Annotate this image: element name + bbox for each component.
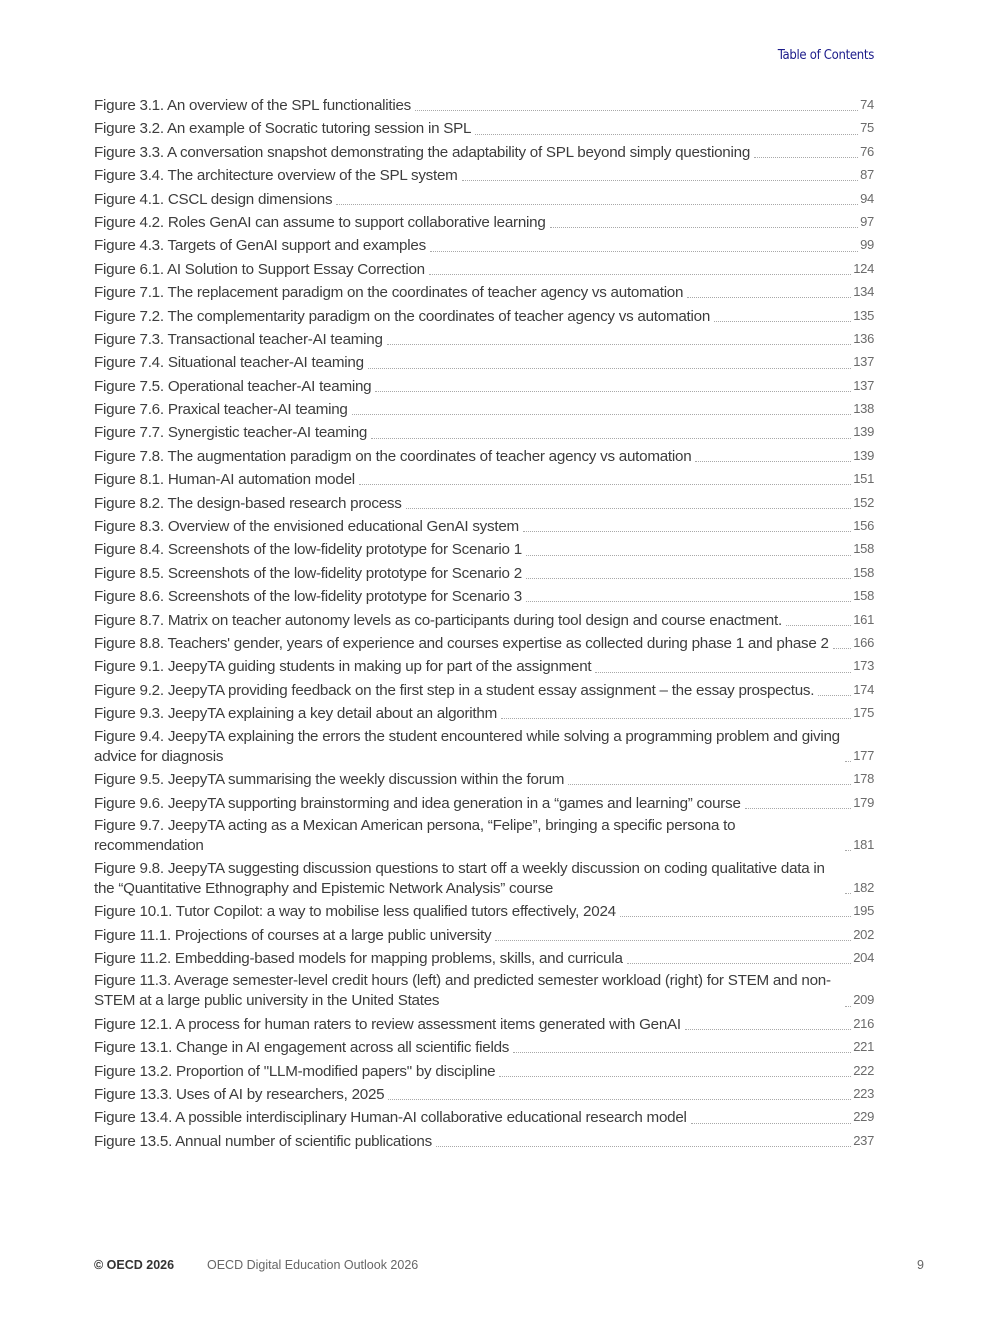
toc-entry-page-number[interactable]: 139 [853, 424, 874, 440]
toc-entry-title[interactable]: Figure 7.4. Situational teacher-AI teaming [94, 354, 364, 372]
toc-entry-page-number[interactable]: 99 [860, 237, 874, 253]
toc-entry[interactable] [94, 793, 874, 814]
toc-entry-title[interactable]: Figure 11.3. Average semester-level credit hours (left) and predicted semester workload (right) for STEM and non-STEM at a large public university in the United States [94, 972, 831, 1010]
dot-leader [833, 647, 851, 649]
toc-entry[interactable] [94, 493, 874, 514]
dot-leader [845, 892, 851, 894]
toc-entry[interactable] [94, 118, 874, 139]
toc-entry-title[interactable]: Figure 9.6. JeepyTA supporting brainstorming and idea generation in a “games and learning” course [94, 794, 741, 812]
toc-entry[interactable] [94, 769, 874, 790]
toc-entry-title[interactable]: Figure 8.5. Screenshots of the low-fidelity prototype for Scenario 2 [94, 564, 522, 582]
toc-entry-page-number[interactable]: 158 [853, 541, 874, 557]
toc-entry[interactable] [94, 539, 874, 560]
dot-leader [745, 807, 852, 809]
toc-entry-page-number[interactable]: 151 [853, 471, 874, 487]
toc-entry[interactable] [94, 306, 874, 327]
toc-entry-title[interactable]: Figure 13.2. Proportion of "LLM-modified papers" by discipline [94, 1062, 496, 1080]
toc-entry-title[interactable]: Figure 11.1. Projections of courses at a large public university [94, 926, 492, 944]
toc-entry[interactable] [94, 1014, 874, 1035]
toc-entry-title[interactable]: Figure 8.2. The design-based research process [94, 494, 402, 512]
toc-entry-page-number[interactable]: 134 [853, 284, 874, 300]
dot-leader [550, 226, 859, 228]
toc-entry-page-number[interactable]: 195 [853, 903, 874, 919]
dot-leader [595, 671, 851, 673]
dot-leader [475, 133, 858, 135]
toc-entry[interactable] [94, 446, 874, 467]
toc-entry-page-number[interactable]: 152 [853, 494, 874, 510]
toc-entry-title[interactable]: Figure 9.4. JeepyTA explaining the errors the student encountered while solving a programming problem and giving advice for diagnosis [94, 727, 840, 765]
toc-entry-page-number[interactable]: 175 [853, 705, 874, 721]
toc-entry-title[interactable]: Figure 10.1. Tutor Copilot: a way to mobilise less qualified tutors effectively, 2024 [94, 903, 616, 921]
toc-entry-title[interactable]: Figure 7.3. Transactional teacher-AI teaming [94, 330, 383, 348]
toc-entry[interactable] [94, 563, 874, 584]
toc-entry[interactable] [94, 859, 874, 899]
toc-entry-title[interactable]: Figure 9.8. JeepyTA suggesting discussion questions to start off a weekly discussion on coding qualitative data in the “Quantitative Ethnography and Epistemic Network Analysis” course [94, 859, 825, 897]
dot-leader [375, 390, 851, 392]
dot-leader [336, 203, 858, 205]
dot-leader [499, 1075, 851, 1077]
toc-entry-page-number[interactable]: 174 [853, 681, 874, 697]
dot-leader [754, 156, 858, 158]
dot-leader [845, 760, 851, 762]
toc-entry-page-number[interactable]: 87 [860, 167, 874, 183]
toc-entry-page-number[interactable]: 237 [853, 1132, 874, 1148]
toc-entry-title[interactable]: Figure 7.5. Operational teacher-AI teaming [94, 377, 372, 395]
toc-entry-title[interactable]: Figure 9.7. JeepyTA acting as a Mexican American persona, “Felipe”, bringing a specific persona to recommendation [94, 816, 736, 855]
dot-leader [371, 437, 851, 439]
toc-entry-title[interactable]: Figure 6.1. AI Solution to Support Essay Correction [94, 260, 425, 278]
list-of-figures [94, 95, 874, 1154]
toc-entry[interactable] [94, 633, 874, 654]
toc-entry[interactable] [94, 235, 874, 256]
dot-leader [627, 962, 852, 964]
toc-entry[interactable] [94, 901, 874, 922]
dot-leader [845, 849, 851, 851]
toc-entry[interactable] [94, 212, 874, 233]
toc-entry-title[interactable]: Figure 4.3. Targets of GenAI support and examples [94, 237, 426, 255]
toc-entry-title[interactable]: Figure 13.4. A possible interdisciplinary Human-AI collaborative educational research model [94, 1109, 687, 1127]
toc-entry-title[interactable]: Figure 9.3. JeepyTA explaining a key detail about an algorithm [94, 705, 497, 723]
toc-entry-page-number[interactable]: 204 [853, 949, 874, 965]
toc-entry-page-number[interactable]: 178 [853, 771, 874, 787]
toc-entry[interactable] [94, 586, 874, 607]
toc-entry-title[interactable]: Figure 3.1. An overview of the SPL functionalities [94, 97, 412, 114]
toc-entry-page-number[interactable]: 97 [860, 213, 874, 229]
toc-entry-title[interactable]: Figure 9.1. JeepyTA guiding students in making up for part of the assignment [94, 658, 592, 676]
footer-publication-title: OECD Digital Education Outlook 2026 [207, 1258, 419, 1272]
toc-entry[interactable] [94, 1084, 874, 1105]
toc-entry-title[interactable]: Figure 7.7. Synergistic teacher-AI teaming [94, 424, 368, 442]
toc-entry-title[interactable]: Figure 7.2. The complementarity paradigm on the coordinates of teacher agency vs automation [94, 307, 711, 325]
toc-entry-title[interactable]: Figure 13.5. Annual number of scientific publications [94, 1132, 432, 1150]
toc-entry-page-number[interactable]: 138 [853, 401, 874, 417]
toc-entry[interactable] [94, 816, 874, 856]
toc-entry-title[interactable]: Figure 9.5. JeepyTA summarising the weekly discussion within the forum [94, 771, 565, 789]
dot-leader [691, 1122, 852, 1124]
toc-entry-page-number[interactable]: 182 [853, 879, 874, 895]
dot-leader [714, 320, 851, 322]
toc-entry[interactable] [94, 329, 874, 350]
footer-page-number: 9 [917, 1258, 924, 1272]
toc-entry-page-number[interactable]: 179 [853, 794, 874, 810]
toc-entry-page-number[interactable]: 229 [853, 1109, 874, 1125]
toc-entry-page-number[interactable]: 94 [860, 190, 874, 206]
dot-leader [430, 250, 858, 252]
toc-entry[interactable] [94, 376, 874, 397]
toc-entry-page-number[interactable]: 137 [853, 354, 874, 370]
toc-entry[interactable] [94, 656, 874, 677]
toc-entry-title[interactable]: Figure 7.6. Praxical teacher-AI teaming [94, 401, 348, 419]
toc-entry-page-number[interactable]: 75 [860, 120, 874, 136]
toc-entry-title[interactable]: Figure 3.4. The architecture overview of the SPL system [94, 167, 458, 185]
toc-entry-page-number[interactable]: 74 [860, 97, 874, 112]
toc-entry[interactable] [94, 727, 874, 767]
toc-entry-page-number[interactable]: 177 [853, 747, 874, 763]
dot-leader [388, 1098, 851, 1100]
dot-leader [523, 530, 851, 532]
toc-entry[interactable] [94, 469, 874, 490]
toc-entry[interactable] [94, 352, 874, 373]
dot-leader [387, 343, 852, 345]
toc-entry[interactable] [94, 259, 874, 280]
toc-entry-title[interactable]: Figure 8.1. Human-AI automation model [94, 471, 355, 489]
dot-leader [501, 717, 851, 719]
toc-entry[interactable] [94, 1107, 874, 1128]
dot-leader [568, 783, 851, 785]
toc-entry-page-number[interactable]: 139 [853, 447, 874, 463]
dot-leader [429, 273, 851, 275]
dot-leader [687, 296, 851, 298]
toc-entry-page-number[interactable]: 166 [853, 634, 874, 650]
dot-leader [845, 1005, 851, 1007]
toc-entry[interactable] [94, 282, 874, 303]
toc-entry[interactable] [94, 165, 874, 186]
toc-entry-page-number[interactable]: 161 [853, 611, 874, 627]
dot-leader [436, 1145, 851, 1147]
dot-leader [695, 460, 851, 462]
dot-leader [495, 939, 851, 941]
toc-entry-title[interactable]: Figure 8.8. Teachers' gender, years of experience and courses expertise as collected during phase 1 and phase 2 [94, 634, 829, 652]
toc-entry[interactable] [94, 95, 874, 116]
dot-leader [462, 179, 859, 181]
toc-entry-page-number[interactable]: 156 [853, 518, 874, 534]
dot-leader [685, 1028, 851, 1030]
toc-entry[interactable] [94, 610, 874, 631]
dot-leader [526, 554, 851, 556]
toc-entry-page-number[interactable]: 124 [853, 260, 874, 276]
dot-leader [513, 1051, 851, 1053]
toc-entry-page-number[interactable]: 209 [853, 992, 874, 1008]
dot-leader [406, 507, 852, 509]
toc-entry[interactable] [94, 1131, 874, 1152]
toc-entry[interactable] [94, 1061, 874, 1082]
toc-entry-title[interactable]: Figure 8.6. Screenshots of the low-fidelity prototype for Scenario 3 [94, 588, 522, 606]
toc-entry-page-number[interactable]: 216 [853, 1015, 874, 1031]
dot-leader [786, 624, 851, 626]
toc-entry-page-number[interactable]: 221 [853, 1039, 874, 1055]
dot-leader [620, 915, 851, 917]
dot-leader [359, 483, 851, 485]
toc-entry-title[interactable]: Figure 9.2. JeepyTA providing feedback on the first step in a student essay assignment – the essay prospectus. [94, 681, 815, 699]
running-header-title: Table of Contents [777, 48, 874, 63]
toc-entry[interactable] [94, 925, 874, 946]
toc-entry-page-number[interactable]: 158 [853, 588, 874, 604]
toc-entry-title[interactable]: Figure 13.3. Uses of AI by researchers, 2025 [94, 1086, 385, 1104]
toc-entry-title[interactable]: Figure 3.2. An example of Socratic tutoring session in SPL [94, 120, 472, 138]
page-footer [94, 1258, 924, 1272]
toc-entry-title[interactable]: Figure 7.1. The replacement paradigm on the coordinates of teacher agency vs automation [94, 284, 684, 302]
toc-entry[interactable] [94, 948, 874, 969]
toc-entry-title[interactable]: Figure 8.3. Overview of the envisioned educational GenAI system [94, 518, 519, 536]
toc-entry-title[interactable]: Figure 13.1. Change in AI engagement across all scientific fields [94, 1039, 510, 1057]
toc-entry-page-number[interactable]: 173 [853, 658, 874, 674]
toc-entry-title[interactable]: Figure 3.3. A conversation snapshot demonstrating the adaptability of SPL beyond simply questioning [94, 143, 751, 161]
toc-entry[interactable] [94, 516, 874, 537]
toc-entry-page-number[interactable]: 222 [853, 1062, 874, 1078]
dot-leader [818, 694, 851, 696]
toc-entry[interactable] [94, 1037, 874, 1058]
toc-entry[interactable] [94, 680, 874, 701]
toc-entry-title[interactable]: Figure 7.8. The augmentation paradigm on the coordinates of teacher agency vs automation [94, 447, 692, 465]
toc-entry[interactable] [94, 971, 874, 1011]
toc-entry-page-number[interactable]: 158 [853, 564, 874, 580]
footer-copyright: © OECD 2026 [94, 1258, 175, 1272]
dot-leader [526, 577, 851, 579]
toc-entry-page-number[interactable]: 202 [853, 926, 874, 942]
toc-entry-page-number[interactable]: 76 [860, 143, 874, 159]
toc-entry-title[interactable]: Figure 11.2. Embedding-based models for mapping problems, skills, and curricula [94, 949, 623, 967]
dot-leader [352, 413, 852, 415]
toc-entry-title[interactable]: Figure 12.1. A process for human raters to review assessment items generated with GenAI [94, 1015, 681, 1033]
toc-entry[interactable] [94, 703, 874, 724]
toc-entry[interactable] [94, 422, 874, 443]
toc-entry-title[interactable]: Figure 8.7. Matrix on teacher autonomy levels as co-participants during tool design and course enactment. [94, 611, 782, 629]
dot-leader [415, 109, 858, 111]
toc-entry-title[interactable]: Figure 4.2. Roles GenAI can assume to support collaborative learning [94, 213, 546, 231]
toc-entry[interactable] [94, 399, 874, 420]
dot-leader [368, 367, 851, 369]
toc-entry[interactable] [94, 142, 874, 163]
toc-entry-page-number[interactable]: 136 [853, 330, 874, 346]
toc-entry-page-number[interactable]: 181 [853, 837, 874, 853]
toc-entry[interactable] [94, 189, 874, 210]
toc-entry-page-number[interactable]: 223 [853, 1086, 874, 1102]
toc-entry-title[interactable]: Figure 4.1. CSCL design dimensions [94, 190, 333, 208]
toc-entry-title[interactable]: Figure 8.4. Screenshots of the low-fidelity prototype for Scenario 1 [94, 541, 522, 559]
toc-entry-page-number[interactable]: 137 [853, 377, 874, 393]
dot-leader [526, 600, 851, 602]
toc-entry-page-number[interactable]: 135 [853, 307, 874, 323]
